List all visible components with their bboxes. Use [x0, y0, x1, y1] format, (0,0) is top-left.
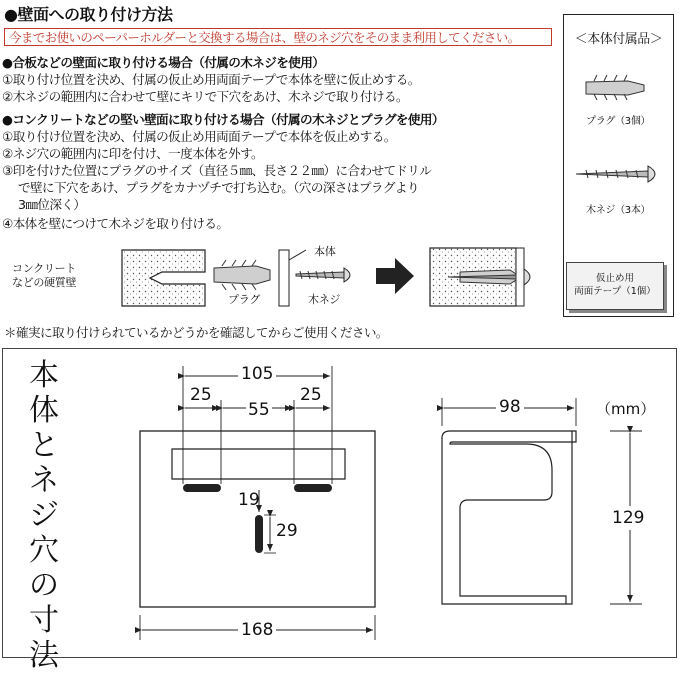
section1-step-1: ①取り付け位置を決め、付属の仮止め用両面テープで本体を壁に仮止めする。 — [2, 72, 420, 87]
section2-step-3-cont: で壁に下穴をあけ、プラグをカナヅチで打ち込む。（穴の深さはプラグより — [18, 180, 419, 195]
title-char: 本 — [29, 358, 59, 393]
title-char: ネ — [29, 463, 59, 498]
section1-title: ●合板などの壁面に取り付ける場合（付属の木ネジを使用） — [2, 55, 325, 70]
section2-step-3: ③印を付けた位置にプラグのサイズ（直径５㎜、長さ２２㎜）に合わせてドリル — [2, 163, 432, 178]
accessories-title: ＜本体付属品＞ — [574, 32, 663, 47]
screw-label: 木ネジ — [308, 293, 341, 306]
plug-label: プラグ — [228, 293, 261, 306]
screw-slot-lower — [255, 515, 263, 553]
dim-19: 19 — [238, 490, 260, 510]
dim-55: 55 — [248, 400, 270, 420]
screw-slot-right — [294, 484, 332, 492]
section2-step-2: ②ネジ穴の範囲内に印を付け、一度本体を外す。 — [2, 146, 264, 161]
dim-168: 168 — [238, 620, 276, 640]
unit-label: （mm） — [596, 400, 656, 418]
title-char: の — [29, 568, 59, 603]
accessory-plug-label: プラグ（3個） — [586, 116, 651, 127]
dim-98: 98 — [496, 397, 524, 417]
front-bar — [172, 449, 345, 479]
page-title: ●壁面への取り付け方法 — [4, 5, 173, 24]
tape-label-1: 仮止め用 — [595, 273, 634, 284]
accessory-screw-label: 木ネジ（3本） — [586, 205, 651, 216]
dim-105: 105 — [238, 364, 276, 384]
title-char: 体 — [29, 393, 59, 428]
section2-title: ●コンクリートなどの堅い壁面に取り付ける場合（付属の木ネジとプラグを使用） — [2, 112, 444, 127]
wall-label-2: などの硬質壁 — [12, 276, 77, 289]
title-char: ジ — [29, 498, 59, 533]
screw-slot-left — [183, 484, 221, 492]
body-label: 本体 — [314, 245, 336, 258]
wall-label-1: コンクリート — [12, 262, 76, 275]
tape-label-2: 両面テープ（1個） — [574, 286, 656, 297]
side-profile — [442, 431, 576, 604]
dim-25-right: 25 — [300, 385, 322, 405]
section2-step-3-cont2: 3㎜位深く） — [18, 197, 86, 212]
warning-banner: 今までお使いのペーパーホルダーと交換する場合は、壁のネジ穴をそのまま利用してください。 — [4, 28, 552, 46]
title-char: 寸 — [29, 603, 59, 638]
section2-step-4: ④本体を壁につけて木ネジを取り付ける。 — [2, 216, 229, 231]
confirm-note: ＊確実に取り付けられているかどうかを確認してからご使用ください。 — [4, 325, 388, 340]
title-char: 穴 — [29, 533, 59, 568]
dim-29: 29 — [276, 521, 298, 541]
title-char: と — [29, 428, 59, 463]
title-char: 法 — [29, 638, 59, 673]
dim-129: 129 — [612, 508, 645, 528]
section2-step-1: ①取り付け位置を決め、付属の仮止め用両面テープで本体を仮止めする。 — [2, 129, 396, 144]
dim-25-left: 25 — [190, 385, 212, 405]
section1-step-2: ②木ネジの範囲内に合わせて壁にキリで下穴をあけ、木ネジで取り付ける。 — [2, 89, 408, 104]
